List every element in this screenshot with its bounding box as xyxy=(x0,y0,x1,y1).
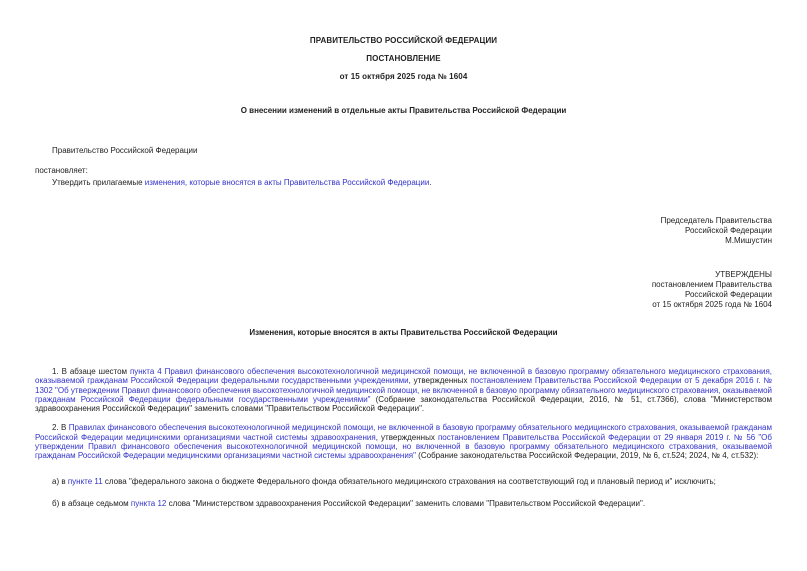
subparagraph-b xyxy=(35,499,772,508)
signature-block xyxy=(35,216,772,246)
text-segment: . xyxy=(429,178,432,187)
preamble-resolves: постановляет: xyxy=(35,166,88,175)
document-hyperlink[interactable]: пункте 11 xyxy=(67,476,103,486)
document-hyperlink[interactable]: изменения, которые вносятся в акты Правительства Российской Федерации xyxy=(144,178,430,187)
text-segment: (Собрание законодательства Российской Федерации, 2019, № 6, ст.524; 2024, № 4, ст.532): xyxy=(415,451,759,461)
text-segment: (Собрание законодательства Российской Федерации, 2016, № 51, ст.7366), слова "Министерством здравоохранения Российской Федерации" заменить словами "Правительством Российской Федерации". xyxy=(35,394,773,414)
doc-date-number: от 15 октября 2025 года № 1604 xyxy=(339,72,468,81)
document-hyperlink[interactable]: постановлением Правительства Российской Федерации от 5 декабря 2016 г. № 1302 "Об утверждении Правил финансового обеспечения высокотехнологичной медицинской помощи, не включенной в базовую программу обязательного медицинского страхования, оказываемой гражданам Российской Федерации федеральными государственными учреждениями" xyxy=(35,376,772,404)
document-hyperlink[interactable]: постановлением Правительства Российской Федерации от 29 января 2019 г. № 56 "Об утверждении Правил финансового обеспечения высокотехнологичной медицинской помощи, но включенной в базовую программу обязательного медицинского страхования, оказываемой гражданам Российской Федерации медицинскими организациями частной системы здравоохранения" xyxy=(35,432,772,461)
approved-caption: УТВЕРЖДЕНЫ xyxy=(715,270,772,279)
approved-date-number: от 15 октября 2025 года № 1604 xyxy=(652,300,772,309)
text-segment: а) в xyxy=(52,476,68,486)
paragraph-1 xyxy=(35,367,772,413)
approved-by: постановлением Правительства xyxy=(651,280,772,289)
annex-title: Изменения, которые вносятся в акты Правительства Российской Федерации xyxy=(249,328,558,337)
text-segment: слова "федерального закона о бюджете Федерального фонда обязательного медицинского страхования на соответствующий год и плановый период и" исключить; xyxy=(102,476,716,486)
subparagraph-a xyxy=(35,477,772,486)
text-segment: Утвердить прилагаемые xyxy=(52,178,145,187)
approved-org: Российской Федерации xyxy=(685,290,772,299)
document-hyperlink[interactable]: пункта 4 Правил финансового обеспечения высокотехнологичной медицинской помощи, не включенной в базовую программу обязательного медицинского страхования, оказываемой гражданам Российской Федерации федеральными государственными учреждениями xyxy=(35,367,773,386)
doc-title: О внесении изменений в отдельные акты Правительства Российской Федерации xyxy=(240,106,567,115)
text-segment: , утвержденных xyxy=(375,432,438,442)
signature-name: М.Мишустин xyxy=(725,236,772,245)
text-segment: 1. В абзаце шестом xyxy=(52,367,130,376)
text-segment: 2. В xyxy=(52,423,69,433)
preamble-government: Правительство Российской Федерации xyxy=(52,146,198,155)
approved-block xyxy=(35,270,772,310)
signature-post: Председатель Правительства xyxy=(660,216,772,225)
preamble-approve-line xyxy=(35,178,772,188)
text-segment: , утвержденных xyxy=(408,376,471,386)
text-segment: слова "Министерством здравоохранения Российской Федерации" заменить словами "Правительством Российской Федерации". xyxy=(166,498,646,508)
paragraph-2 xyxy=(35,423,772,460)
document-hyperlink[interactable]: Правилах финансового обеспечения высокотехнологичной медицинской помощи, не включенной в базовую программу обязательного медицинского страхования, оказываемой гражданам Российской Федерации медицинскими организациями частной системы здравоохранения xyxy=(35,423,773,442)
signature-org: Российской Федерации xyxy=(685,226,772,235)
doc-org-name: ПРАВИТЕЛЬСТВО РОССИЙСКОЙ ФЕДЕРАЦИИ xyxy=(309,36,498,45)
doc-type: ПОСТАНОВЛЕНИЕ xyxy=(366,54,441,63)
document-hyperlink[interactable]: пункта 12 xyxy=(130,498,167,508)
text-segment: б) в абзаце седьмом xyxy=(52,498,131,508)
